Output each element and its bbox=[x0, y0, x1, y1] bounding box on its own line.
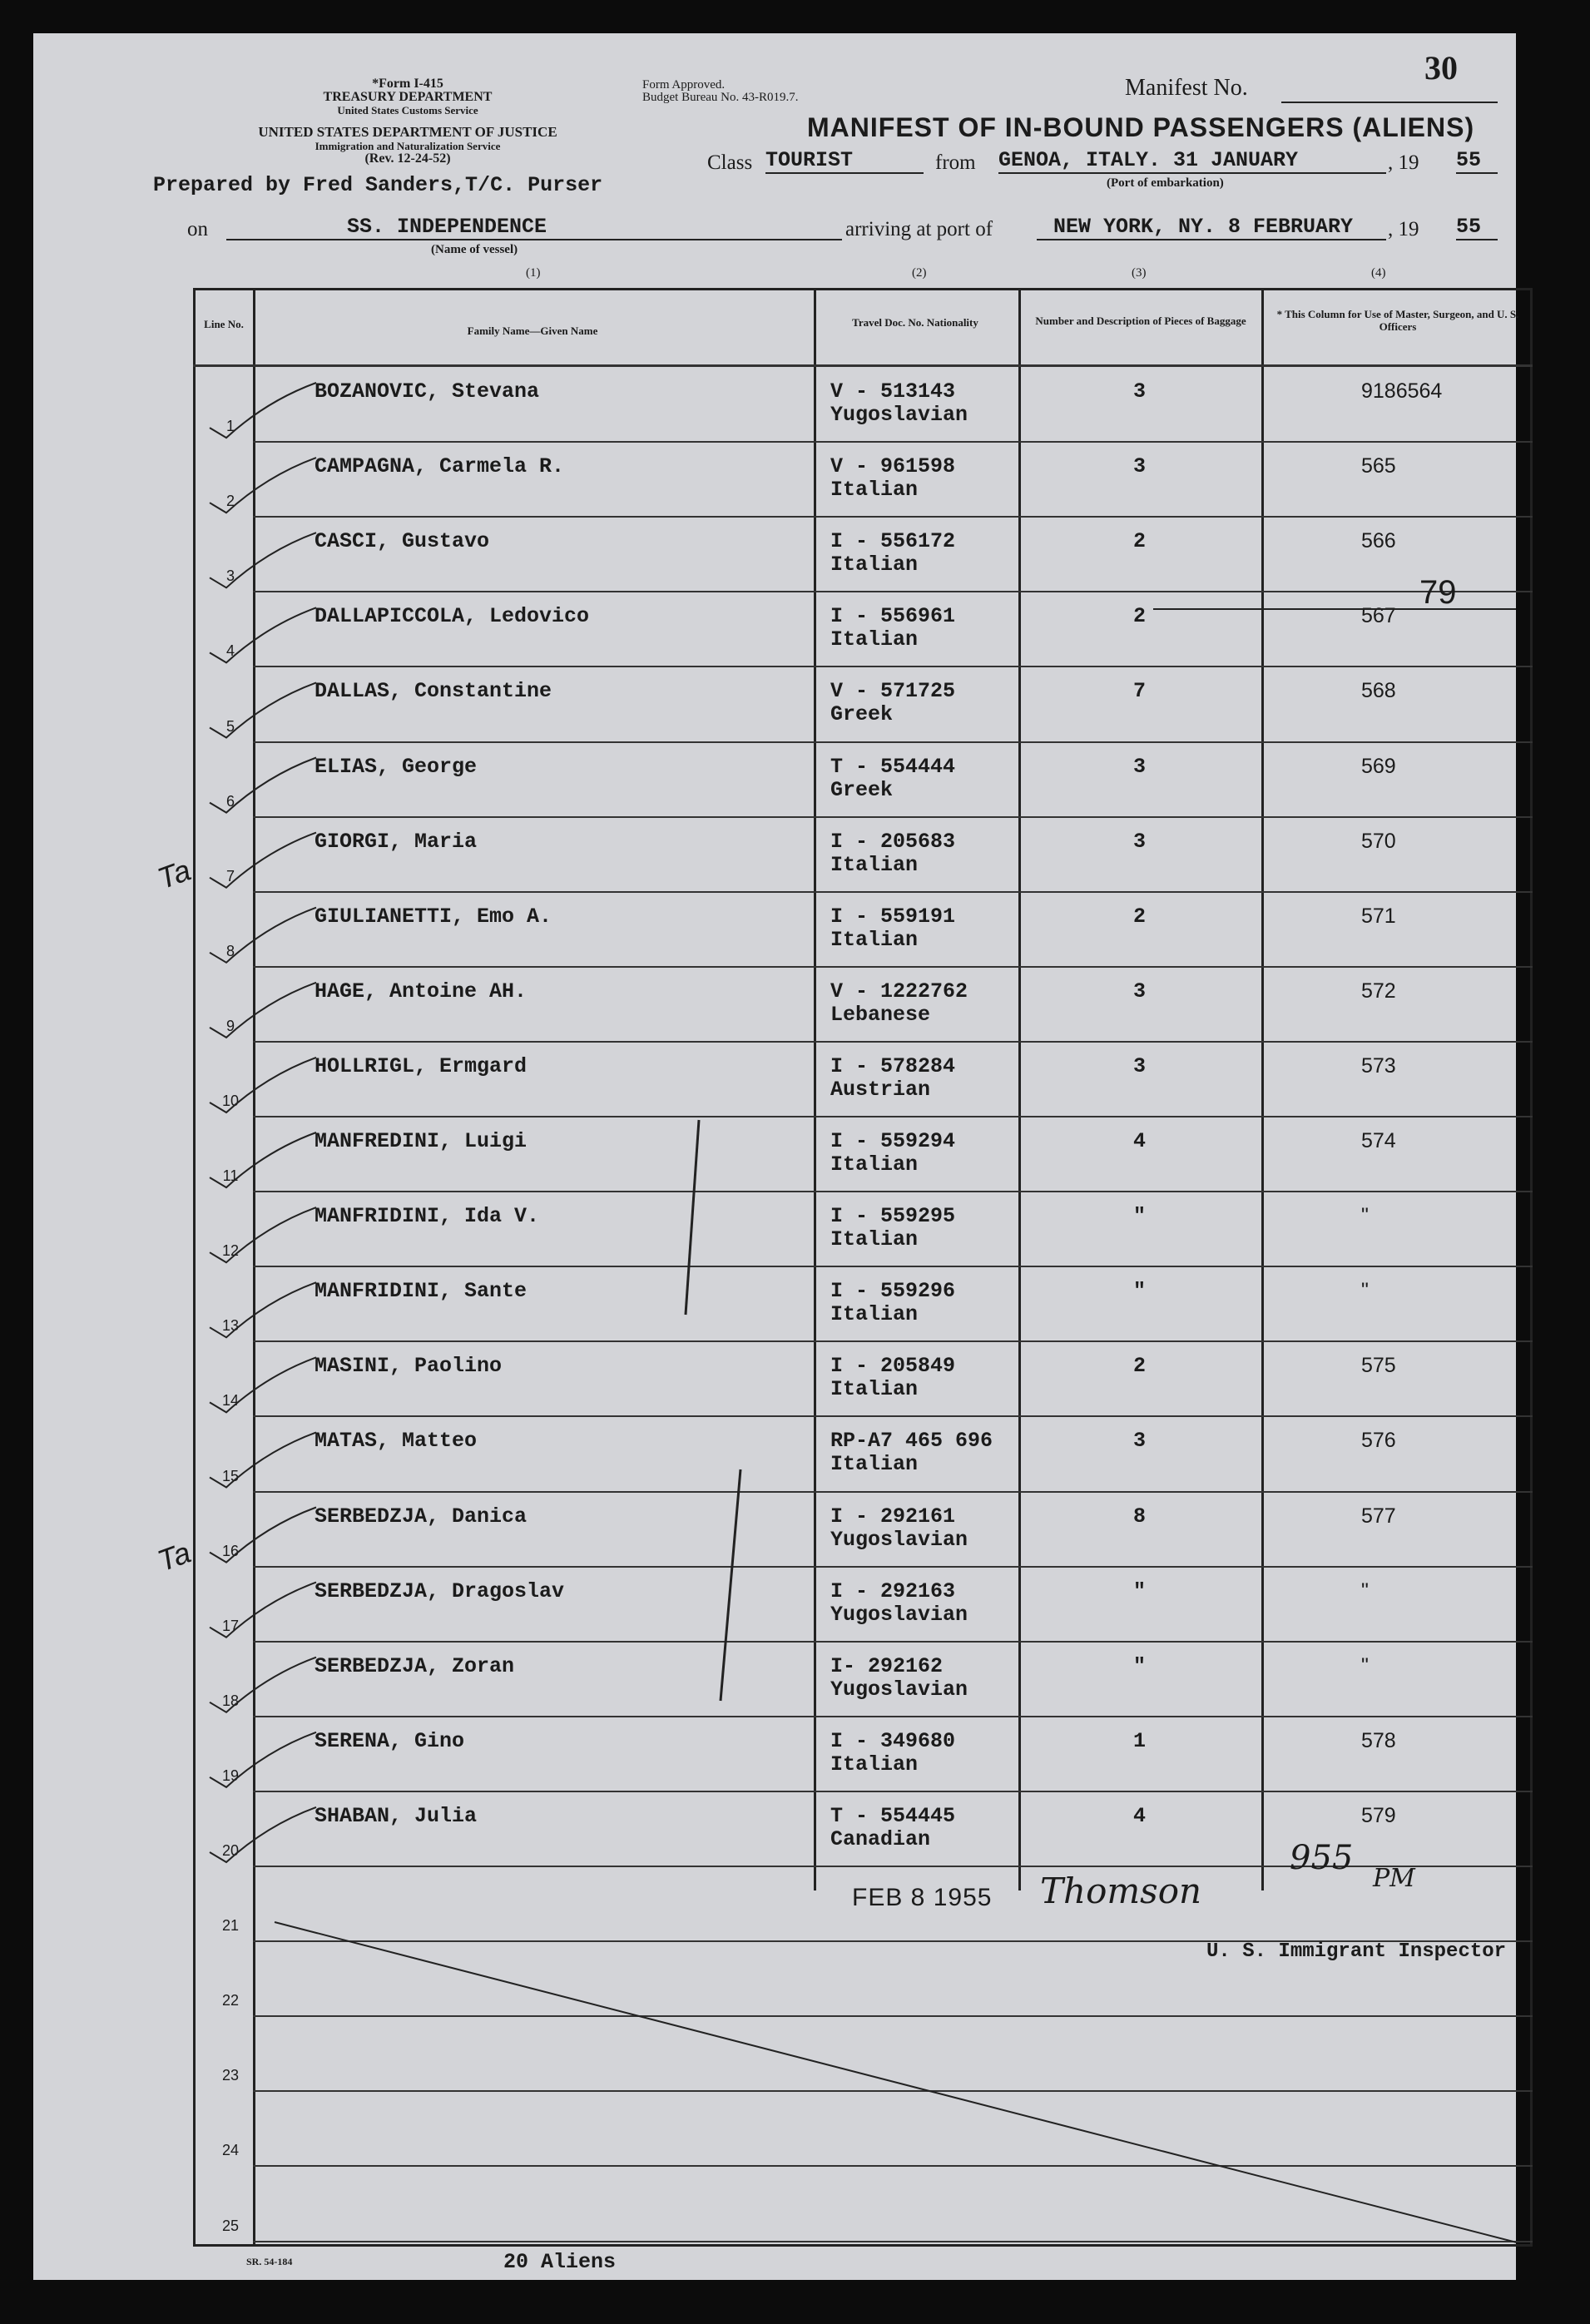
officer-number: " bbox=[1361, 1578, 1369, 1603]
on-label: on bbox=[187, 218, 208, 240]
line-number: 22 bbox=[221, 1992, 240, 2009]
ins-service: Immigration and Naturalization Service bbox=[315, 140, 501, 152]
line-number: 3 bbox=[225, 567, 235, 585]
officer-number: 9186564 bbox=[1361, 379, 1443, 403]
officer-number: 578 bbox=[1361, 1728, 1396, 1752]
officer-number: 576 bbox=[1361, 1429, 1396, 1453]
check-mark bbox=[210, 1732, 316, 1787]
baggage-count: 4 bbox=[1133, 1129, 1147, 1153]
class-value: TOURIST bbox=[765, 148, 924, 174]
officer-number: 570 bbox=[1361, 829, 1396, 853]
officer-number: " bbox=[1361, 1204, 1369, 1228]
check-marks bbox=[33, 33, 1516, 2280]
travel-doc-no: RP-A7 465 696 bbox=[830, 1429, 993, 1454]
form-number: *Form I-415 bbox=[372, 77, 443, 91]
check-mark bbox=[210, 458, 316, 513]
line-number: 11 bbox=[222, 1167, 239, 1185]
baggage-count: 7 bbox=[1133, 679, 1147, 704]
travel-doc-no: I - 559294 bbox=[830, 1129, 956, 1153]
check-mark bbox=[210, 383, 316, 438]
officer-number: 573 bbox=[1361, 1053, 1396, 1078]
line-number: 25 bbox=[221, 2217, 240, 2234]
line-number: 6 bbox=[225, 792, 235, 810]
passenger-name: ELIAS, George bbox=[315, 754, 478, 779]
travel-doc-no: I - 556172 bbox=[830, 529, 956, 554]
baggage-count: " bbox=[1133, 1204, 1147, 1229]
from-value: GENOA, ITALY. 31 JANUARY bbox=[998, 148, 1386, 174]
line-number: 1 bbox=[225, 418, 235, 435]
officer-number: 568 bbox=[1361, 679, 1396, 703]
passenger-name: MANFRIDINI, Ida V. bbox=[315, 1204, 540, 1229]
travel-doc-no: I - 349680 bbox=[830, 1728, 956, 1753]
inspector-title: U. S. Immigrant Inspector bbox=[1206, 1940, 1507, 1963]
line-number: 20 bbox=[221, 1842, 240, 1859]
nationality: Yugoslavian bbox=[830, 1677, 968, 1702]
vessel-name: SS. INDEPENDENCE bbox=[226, 215, 842, 240]
baggage-count: 3 bbox=[1133, 1053, 1147, 1078]
check-mark bbox=[210, 1508, 316, 1563]
passenger-name: SERENA, Gino bbox=[315, 1728, 465, 1753]
line-number: 17 bbox=[221, 1617, 240, 1634]
nationality: Italian bbox=[830, 553, 919, 577]
date-stamp: FEB 8 1955 bbox=[852, 1884, 993, 1911]
passenger-name: MASINI, Paolino bbox=[315, 1354, 503, 1379]
nationality: Italian bbox=[830, 1152, 919, 1177]
line-no-header: Line No. bbox=[204, 318, 244, 330]
passenger-name: SERBEDZJA, Dragoslav bbox=[315, 1578, 565, 1603]
nationality: Italian bbox=[830, 627, 919, 652]
passenger-name: SERBEDZJA, Danica bbox=[315, 1504, 528, 1529]
officer-number: 565 bbox=[1361, 454, 1396, 478]
column-2-number: (2) bbox=[912, 266, 927, 280]
nationality: Yugoslavian bbox=[830, 403, 968, 427]
passenger-name: HOLLRIGL, Ermgard bbox=[315, 1053, 528, 1078]
line-number: 18 bbox=[221, 1692, 240, 1709]
prepared-by: Prepared by Fred Sanders,T/C. Purser bbox=[153, 173, 603, 197]
travel-doc-no: I - 559296 bbox=[830, 1279, 956, 1304]
port-embarkation-caption: (Port of embarkation) bbox=[1107, 176, 1224, 190]
baggage-count: 2 bbox=[1133, 529, 1147, 554]
check-mark bbox=[210, 1583, 316, 1638]
class-label: Class bbox=[707, 151, 753, 174]
check-mark bbox=[210, 1807, 316, 1862]
passenger-name: CAMPAGNA, Carmela R. bbox=[315, 454, 565, 479]
nationality: Italian bbox=[830, 927, 919, 952]
baggage-header: Number and Description of Pieces of Baggage bbox=[1035, 315, 1246, 327]
baggage-count: 4 bbox=[1133, 1803, 1147, 1828]
column-3-number: (3) bbox=[1132, 266, 1147, 280]
check-mark bbox=[210, 758, 316, 813]
handwritten-ta: Ta bbox=[152, 1534, 196, 1578]
travel-doc-no: I - 559191 bbox=[830, 904, 956, 929]
nationality: Yugoslavian bbox=[830, 1527, 968, 1552]
line-number: 9 bbox=[225, 1017, 235, 1034]
arriving-label: arriving at port of bbox=[845, 218, 993, 240]
manifest-no-label: Manifest No. bbox=[1125, 75, 1248, 101]
line-number: 7 bbox=[225, 867, 235, 885]
check-mark bbox=[210, 1658, 316, 1712]
line-number: 23 bbox=[221, 2067, 240, 2084]
line-number: 4 bbox=[225, 642, 235, 660]
line-number: 19 bbox=[221, 1767, 240, 1784]
officer-number: 571 bbox=[1361, 904, 1396, 928]
budget-bureau: Budget Bureau No. 43-R019.7. bbox=[642, 91, 799, 104]
nationality: Italian bbox=[830, 1227, 919, 1252]
arrival-value: NEW YORK, NY. 8 FEBRUARY bbox=[1037, 215, 1386, 240]
travel-doc-no: I - 205683 bbox=[830, 829, 956, 854]
passenger-name: SHABAN, Julia bbox=[315, 1803, 478, 1828]
passenger-name: BOZANOVIC, Stevana bbox=[315, 379, 540, 404]
officer-number: 566 bbox=[1361, 529, 1396, 553]
justice-dept: UNITED STATES DEPARTMENT OF JUSTICE bbox=[258, 124, 557, 140]
check-mark bbox=[210, 983, 316, 1038]
baggage-count: 2 bbox=[1133, 904, 1147, 929]
baggage-count: 3 bbox=[1133, 979, 1147, 1003]
manifest-title: MANIFEST OF IN-BOUND PASSENGERS (ALIENS) bbox=[807, 112, 1475, 142]
travel-doc-no: V - 571725 bbox=[830, 679, 956, 704]
line-number: 10 bbox=[221, 1093, 240, 1109]
column-4-number: (4) bbox=[1371, 266, 1386, 280]
year-prefix-1: , 19 bbox=[1388, 151, 1419, 174]
officer-number: 567 bbox=[1361, 604, 1396, 628]
nationality: Greek bbox=[830, 777, 894, 802]
travel-doc-no: T - 554445 bbox=[830, 1803, 956, 1828]
passenger-name: HAGE, Antoine AH. bbox=[315, 979, 528, 1003]
line-number: 16 bbox=[221, 1542, 240, 1559]
nationality: Italian bbox=[830, 852, 919, 877]
travel-doc-no: I - 559295 bbox=[830, 1204, 956, 1229]
baggage-count: 8 bbox=[1133, 1504, 1147, 1529]
officer-number: 579 bbox=[1361, 1803, 1396, 1827]
officer-number: 574 bbox=[1361, 1129, 1396, 1152]
passenger-name: GIORGI, Maria bbox=[315, 829, 478, 854]
check-mark bbox=[210, 1132, 316, 1187]
revision: (Rev. 12-24-52) bbox=[364, 151, 451, 166]
passenger-name: DALLAPICCOLA, Ledovico bbox=[315, 604, 590, 629]
nationality: Italian bbox=[830, 478, 919, 503]
year-1: 55 bbox=[1456, 148, 1498, 174]
baggage-count: 2 bbox=[1133, 1354, 1147, 1379]
passenger-name: CASCI, Gustavo bbox=[315, 529, 490, 554]
vessel-caption: (Name of vessel) bbox=[431, 243, 518, 256]
nationality: Italian bbox=[830, 1752, 919, 1776]
travel-doc-header: Travel Doc. No. Nationality bbox=[852, 316, 978, 329]
inspector-time: PM bbox=[1373, 1864, 1415, 1893]
inspector-code: 955 bbox=[1290, 1839, 1354, 1877]
passenger-name: DALLAS, Constantine bbox=[315, 679, 552, 704]
officer-number: 575 bbox=[1361, 1354, 1396, 1378]
travel-doc-no: V - 1222762 bbox=[830, 979, 968, 1003]
baggage-count: " bbox=[1133, 1653, 1147, 1678]
baggage-count: 3 bbox=[1133, 1429, 1147, 1454]
nationality: Italian bbox=[830, 1377, 919, 1402]
nationality: Canadian bbox=[830, 1826, 931, 1851]
check-mark bbox=[210, 607, 316, 662]
travel-doc-no: V - 961598 bbox=[830, 454, 956, 479]
name-header: Family Name—Given Name bbox=[467, 325, 598, 337]
officer-number: " bbox=[1361, 1653, 1369, 1677]
check-mark bbox=[210, 682, 316, 737]
check-mark bbox=[210, 1207, 316, 1262]
travel-doc-no: I - 205849 bbox=[830, 1354, 956, 1379]
passenger-name: MANFREDINI, Luigi bbox=[315, 1129, 528, 1153]
line-number: 2 bbox=[225, 493, 235, 510]
inspector-signature: Thomson bbox=[1040, 1871, 1202, 1911]
line-number: 14 bbox=[221, 1392, 240, 1410]
travel-doc-no: I - 556961 bbox=[830, 604, 956, 629]
line-number: 21 bbox=[221, 1917, 240, 1935]
baggage-count: 2 bbox=[1133, 604, 1147, 629]
nationality: Austrian bbox=[830, 1077, 931, 1102]
margin-number: 79 bbox=[1419, 574, 1457, 611]
officer-number: 569 bbox=[1361, 754, 1396, 778]
line-number: 12 bbox=[221, 1242, 240, 1260]
manifest-page bbox=[33, 33, 1519, 2280]
baggage-count: " bbox=[1133, 1578, 1147, 1603]
nationality: Greek bbox=[830, 702, 894, 727]
check-mark bbox=[210, 533, 316, 587]
column-1-number: (1) bbox=[526, 266, 541, 280]
year-prefix-2: , 19 bbox=[1388, 218, 1419, 240]
passenger-name: SERBEDZJA, Zoran bbox=[315, 1653, 515, 1678]
officer-number: " bbox=[1361, 1279, 1369, 1303]
check-mark bbox=[210, 1282, 316, 1337]
passenger-name: GIULIANETTI, Emo A. bbox=[315, 904, 552, 929]
check-mark bbox=[210, 1058, 316, 1112]
from-label: from bbox=[935, 151, 976, 174]
officer-number: 577 bbox=[1361, 1504, 1396, 1528]
line-number: 13 bbox=[221, 1317, 240, 1335]
baggage-count: " bbox=[1133, 1279, 1147, 1304]
baggage-count: 3 bbox=[1133, 829, 1147, 854]
nationality: Italian bbox=[830, 1452, 919, 1477]
line-number: 8 bbox=[225, 942, 235, 959]
baggage-count: 3 bbox=[1133, 454, 1147, 479]
baggage-count: 3 bbox=[1133, 379, 1147, 404]
line-number: 24 bbox=[221, 2142, 240, 2159]
nationality: Lebanese bbox=[830, 1002, 931, 1027]
officers-header: * This Column for Use of Master, Surgeon, and U. S. Officers bbox=[1276, 308, 1519, 333]
travel-doc-no: T - 554444 bbox=[830, 754, 956, 779]
passenger-name: MATAS, Matteo bbox=[315, 1429, 478, 1454]
travel-doc-no: I- 292162 bbox=[830, 1653, 944, 1678]
officer-number: 572 bbox=[1361, 979, 1396, 1003]
treasury-dept: TREASURY DEPARTMENT bbox=[323, 90, 493, 104]
form-code: SR. 54-184 bbox=[246, 2256, 293, 2267]
line-number: 5 bbox=[225, 717, 235, 735]
line-number: 15 bbox=[221, 1467, 240, 1484]
total-aliens: 20 Aliens bbox=[503, 2250, 617, 2274]
baggage-count: 3 bbox=[1133, 754, 1147, 779]
year-2: 55 bbox=[1456, 215, 1498, 240]
travel-doc-no: I - 578284 bbox=[830, 1053, 956, 1078]
travel-doc-no: I - 292163 bbox=[830, 1578, 956, 1603]
check-mark bbox=[210, 833, 316, 888]
customs-service: United States Customs Service bbox=[337, 104, 478, 116]
check-mark bbox=[210, 908, 316, 963]
handwritten-ta: Ta bbox=[152, 852, 196, 896]
travel-doc-no: V - 513143 bbox=[830, 379, 956, 404]
baggage-count: 1 bbox=[1133, 1728, 1147, 1753]
nationality: Yugoslavian bbox=[830, 1602, 968, 1627]
check-mark bbox=[210, 1357, 316, 1412]
manifest-number: 30 bbox=[1424, 49, 1458, 87]
check-mark bbox=[210, 1432, 316, 1487]
travel-doc-no: I - 292161 bbox=[830, 1504, 956, 1529]
passenger-name: MANFRIDINI, Sante bbox=[315, 1279, 528, 1304]
nationality: Italian bbox=[830, 1302, 919, 1327]
form-approved: Form Approved. bbox=[642, 78, 726, 92]
